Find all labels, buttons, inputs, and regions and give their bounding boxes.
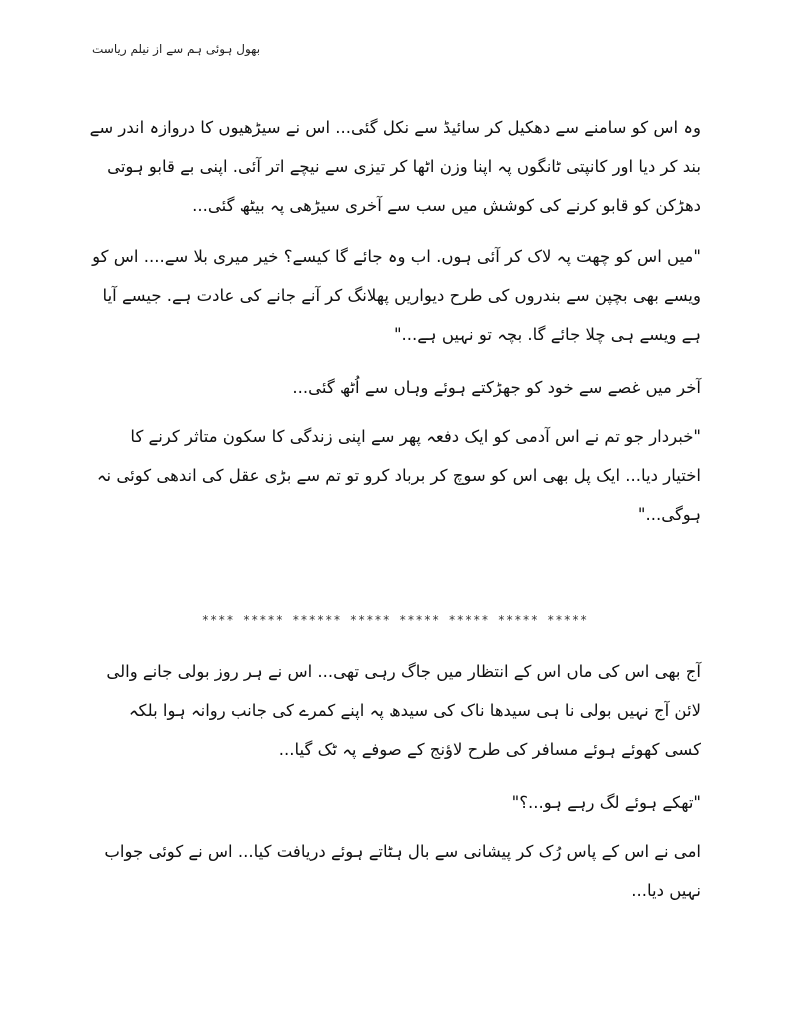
paragraph-2: "میں اس کو چھت پہ لاک کر آئی ہوں. اب وہ جائے گا کیسے؟ خیر میری بلا سے.... اس کو ویسے بھی بچپن سے بندروں کی طرح دیواریں پھلانگ کر آنے جانے کی عادت ہے. جیسے آیا ہے ویسے ہی چلا جائے گا. بچہ تو نہیں ہے..." — [92, 247, 701, 344]
paragraph-1: وہ اس کو سامنے سے دھکیل کر سائیڈ سے نکل گئی... اس نے سیڑھیوں کا دروازہ اندر سے بند کر دیا اور کانپتی ٹانگوں پہ اپنا وزن اٹھا کر تیزی سے نیچے اتر آئی. اپنی بے قابو ہوتی دھڑکن کو قابو کرنے کی کوشش میں سب سے آخری سیڑھی پہ بیٹھ گئی... — [89, 118, 701, 215]
paragraph-7: امی نے اس کے پاس رُک کر پیشانی سے بال ہٹاتے ہوئے دریافت کیا... اس نے کوئی جواب نہیں دیا... — [104, 842, 701, 900]
paragraph-5: آج بھی اس کی ماں اس کے انتظار میں جاگ رہی تھی... اس نے ہر روز بولی جانے والی لائن آج نہیں بولی نا ہی سیدھا ناک کی سیدھ پہ اپنے کمرے کی جانب روانہ ہوا بلکہ کسی کھوئے ہوئے مسافر کی طرح لاؤنج کے صوفے پہ ٹک گیا... — [106, 662, 701, 759]
running-header: بھول ہوئی ہم سے از نیلم ریاست — [92, 42, 261, 56]
paragraph-4: "خبردار جو تم نے اس آدمی کو ایک دفعہ پھر سے اپنی زندگی کا سکون متاثر کرنے کا اختیار دیا... ایک پل بھی اس کو سوچ کر برباد کرو تو تم سے بڑی عقل کی اندھی کوئی نہ ہوگی..." — [96, 427, 701, 524]
paragraph-3: آخر میں غصے سے خود کو جھڑکتے ہوئے وہاں سے اُٹھ گئی... — [292, 378, 701, 397]
document-body — [89, 108, 701, 924]
paragraph-6: "تھکے ہوئے لگ رہے ہو...؟" — [511, 793, 701, 812]
section-separator: **** ***** ****** ***** ***** ***** ***** ***** — [201, 613, 589, 627]
